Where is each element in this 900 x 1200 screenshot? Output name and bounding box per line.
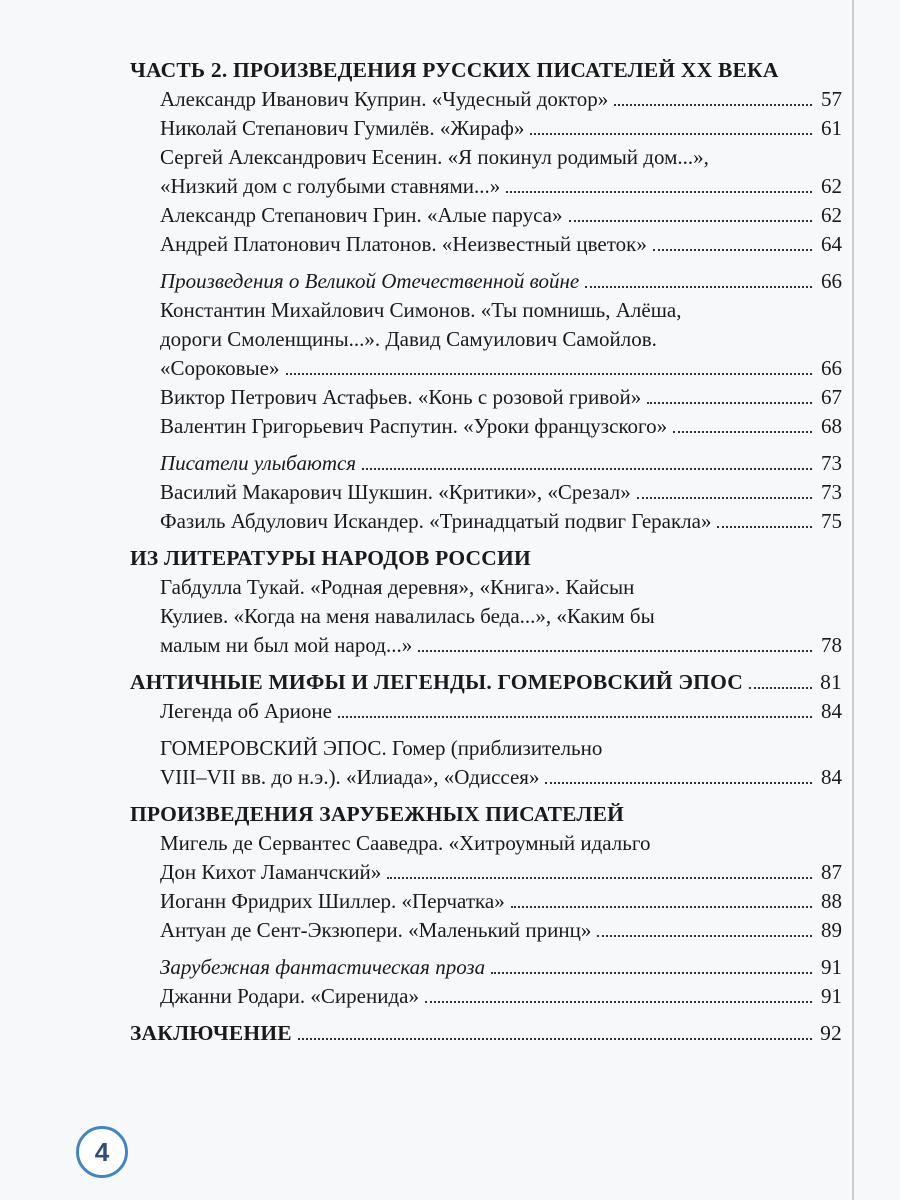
entry-title-line: Мигель де Сервантес Сааведра. «Хитроумный идальго	[160, 831, 651, 855]
entry-page: 62	[821, 203, 842, 227]
entry-title-line: VIII–VII вв. до н.э.). «Илиада», «Одиссея»	[160, 765, 540, 789]
dot-leader	[286, 373, 813, 375]
toc-entry[interactable]	[160, 85, 842, 114]
toc-entry[interactable]	[160, 478, 842, 507]
entry-page: 87	[821, 860, 842, 884]
toc-entry[interactable]	[160, 201, 842, 230]
entry-page: 78	[821, 633, 842, 657]
entry-title-line: «Низкий дом с голубыми ставнями...»	[160, 174, 501, 198]
entry-title-line: Дон Кихот Ламанчский»	[160, 860, 382, 884]
page-edge-rule	[852, 0, 854, 1200]
dot-leader	[647, 402, 812, 404]
entry-title-line: ГОМЕРОВСКИЙ ЭПОС. Гомер (приблизительно	[160, 736, 603, 760]
dot-leader	[362, 468, 812, 470]
entry-page: 84	[821, 765, 842, 789]
entry-title: Александр Степанович Грин. «Алые паруса»	[160, 203, 563, 227]
section-title-conclusion[interactable]	[130, 1019, 842, 1048]
toc-entry[interactable]	[160, 916, 842, 945]
dot-leader	[545, 782, 812, 784]
dot-leader	[637, 497, 812, 499]
section-title-text: АНТИЧНЫЕ МИФЫ И ЛЕГЕНДЫ. ГОМЕРОВСКИЙ ЭПОС	[130, 670, 743, 694]
entry-title: Иоганн Фридрих Шиллер. «Перчатка»	[160, 889, 505, 913]
dot-leader	[530, 133, 812, 135]
entry-title-line: «Сороковые»	[160, 356, 280, 380]
entry-page: 66	[821, 269, 842, 293]
toc-entry[interactable]	[160, 982, 842, 1011]
toc-entry[interactable]	[160, 383, 842, 412]
entry-page: 81	[820, 670, 842, 694]
toc-entry[interactable]	[160, 887, 842, 916]
toc-entry[interactable]	[160, 114, 842, 143]
dot-leader	[338, 716, 812, 718]
entry-page: 61	[821, 116, 842, 140]
toc-entry[interactable]	[160, 697, 842, 726]
entry-title: Легенда об Арионе	[160, 699, 332, 723]
dot-leader	[569, 220, 812, 222]
dot-leader	[717, 526, 812, 528]
dot-leader	[585, 286, 812, 288]
entry-page: 92	[820, 1021, 842, 1045]
entry-page: 91	[821, 955, 842, 979]
entry-title: Андрей Платонович Платонов. «Неизвестный цветок»	[160, 232, 647, 256]
entry-page: 75	[821, 509, 842, 533]
page-number-badge: 4	[76, 1126, 128, 1178]
toc-entry[interactable]	[160, 296, 842, 383]
entry-page: 57	[821, 87, 842, 111]
entry-title: Николай Степанович Гумилёв. «Жираф»	[160, 116, 525, 140]
entry-title-line: Кулиев. «Когда на меня навалилась беда...», «Каким бы	[160, 604, 655, 628]
entry-title-line: дороги Смоленщины...». Давид Самуилович Самойлов.	[160, 327, 657, 351]
section-title-antique[interactable]	[130, 668, 842, 697]
toc-entry[interactable]	[160, 573, 842, 660]
entry-title-line: Габдулла Тукай. «Родная деревня», «Книга». Кайсын	[160, 575, 635, 599]
entry-page: 73	[821, 480, 842, 504]
dot-leader	[491, 972, 812, 974]
toc-entry[interactable]	[160, 734, 842, 792]
entry-page: 67	[821, 385, 842, 409]
entry-title-line: Сергей Александрович Есенин. «Я покинул родимый дом...»,	[160, 145, 709, 169]
dot-leader	[387, 877, 812, 879]
section-title-peoples: ИЗ ЛИТЕРАТУРЫ НАРОДОВ РОССИИ	[130, 546, 531, 570]
subsection-title: Зарубежная фантастическая проза	[160, 955, 486, 979]
entry-title: Василий Макарович Шукшин. «Критики», «Срезал»	[160, 480, 631, 504]
entry-title: Виктор Петрович Астафьев. «Конь с розовой гривой»	[160, 385, 642, 409]
entry-page: 62	[821, 174, 842, 198]
dot-leader	[511, 906, 812, 908]
section-title-text: ЗАКЛЮЧЕНИЕ	[130, 1021, 292, 1045]
entry-page: 73	[821, 451, 842, 475]
dot-leader	[749, 687, 812, 689]
entry-title: Александр Иванович Куприн. «Чудесный доктор»	[160, 87, 609, 111]
dot-leader	[418, 650, 812, 652]
toc-entry[interactable]	[160, 143, 842, 201]
entry-title: Джанни Родари. «Сиренида»	[160, 984, 419, 1008]
entry-page: 68	[821, 414, 842, 438]
toc-entry[interactable]	[160, 230, 842, 259]
dot-leader	[653, 249, 812, 251]
section-title-foreign: ПРОИЗВЕДЕНИЯ ЗАРУБЕЖНЫХ ПИСАТЕЛЕЙ	[130, 802, 625, 826]
subsection-title: Писатели улыбаются	[160, 451, 357, 475]
entry-page: 88	[821, 889, 842, 913]
dot-leader	[425, 1001, 812, 1003]
toc-entry[interactable]	[160, 829, 842, 887]
dot-leader	[298, 1038, 812, 1040]
dot-leader	[614, 104, 812, 106]
toc-subsection[interactable]	[160, 953, 842, 982]
entry-page: 89	[821, 918, 842, 942]
subsection-title: Произведения о Великой Отечественной войне	[160, 269, 580, 293]
entry-page: 91	[821, 984, 842, 1008]
entry-page: 84	[821, 699, 842, 723]
entry-page: 64	[821, 232, 842, 256]
toc-subsection[interactable]	[160, 267, 842, 296]
section-title-part2: ЧАСТЬ 2. ПРОИЗВЕДЕНИЯ РУССКИХ ПИСАТЕЛЕЙ XX ВЕКА	[130, 58, 779, 82]
dot-leader	[673, 431, 812, 433]
toc-entry[interactable]	[160, 507, 842, 536]
entry-title: Валентин Григорьевич Распутин. «Уроки французского»	[160, 414, 668, 438]
dot-leader	[506, 191, 812, 193]
entry-title: Фазиль Абдулович Искандер. «Тринадцатый подвиг Геракла»	[160, 509, 712, 533]
entry-title-line: малым ни был мой народ...»	[160, 633, 413, 657]
table-of-contents	[130, 56, 842, 1048]
toc-subsection[interactable]	[160, 449, 842, 478]
entry-page: 66	[821, 356, 842, 380]
entry-title-line: Константин Михайлович Симонов. «Ты помнишь, Алёша,	[160, 298, 682, 322]
entry-title: Антуан де Сент-Экзюпери. «Маленький принц»	[160, 918, 592, 942]
dot-leader	[597, 935, 812, 937]
toc-entry[interactable]	[160, 412, 842, 441]
